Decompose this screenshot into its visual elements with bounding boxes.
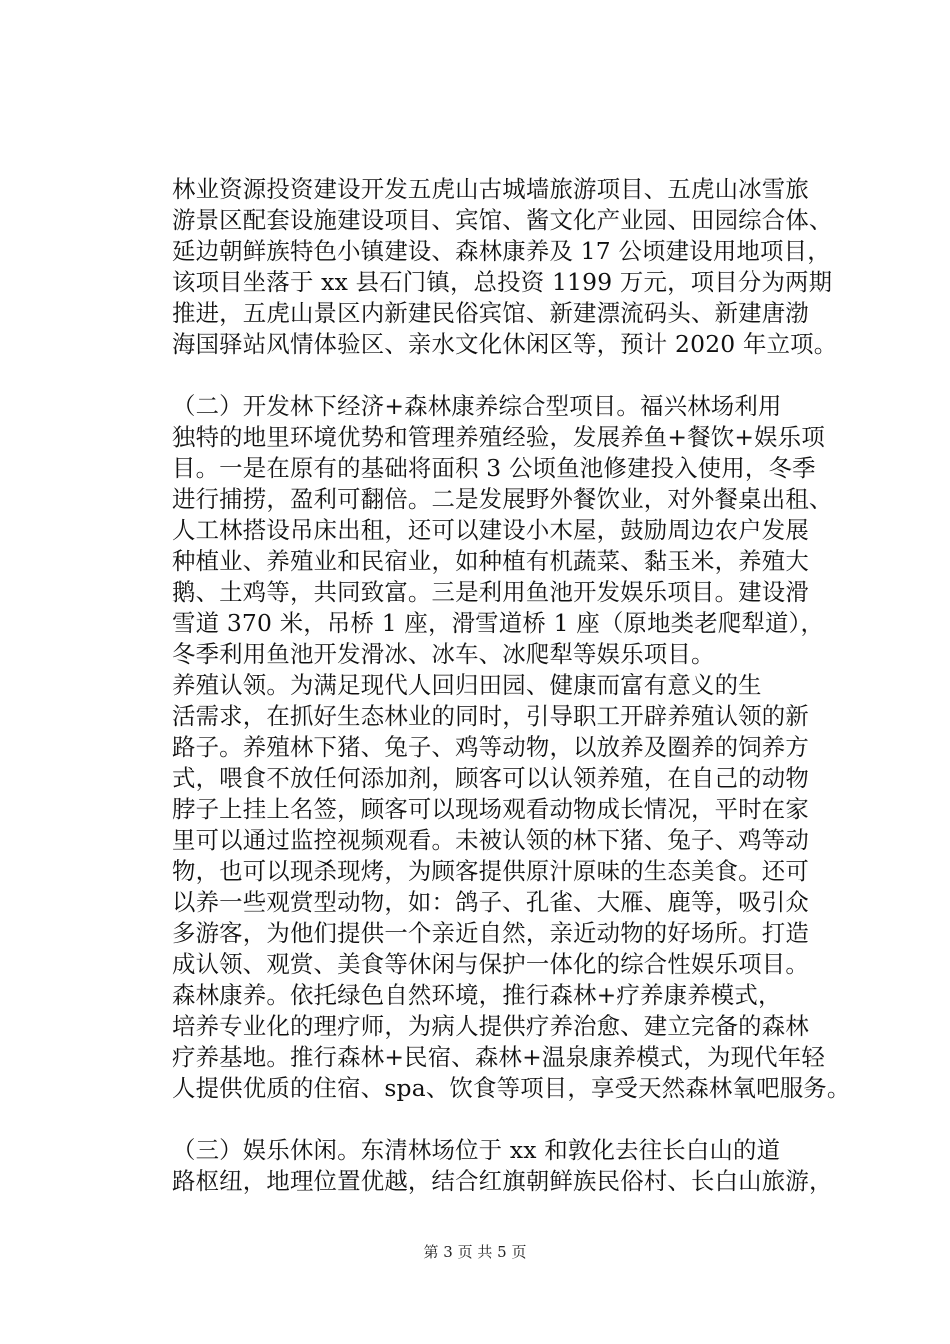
text-line: 活需求，在抓好生态林业的同时，引导职工开辟养殖认领的新: [172, 702, 809, 730]
text-line: 物，也可以现杀现烤，为顾客提供原汁原味的生态美食。还可: [172, 857, 809, 885]
text-line: 人工林搭设吊床出租，还可以建设小木屋，鼓励周边农户发展: [172, 516, 809, 544]
text-line: 培养专业化的理疗师，为病人提供疗养治愈、建立完备的森林: [172, 1012, 809, 1040]
paragraph-section-three: [172, 1135, 832, 1197]
text-line: （三）娱乐休闲。东清林场位于 xx 和敦化去往长白山的道: [172, 1136, 781, 1164]
text-line: 养殖认领。为满足现代人回归田园、健康而富有意义的生: [172, 671, 762, 699]
document-body: [172, 174, 851, 1197]
text-line: 脖子上挂上名签，顾客可以现场观看动物成长情况，平时在家: [172, 795, 809, 823]
text-line: 延边朝鲜族特色小镇建设、森林康养及 17 公顷建设用地项目，: [172, 237, 831, 265]
text-line: 森林康养。依托绿色自然环境，推行森林+疗养康养模式，: [172, 981, 782, 1009]
text-line: 成认领、观赏、美食等休闲与保护一体化的综合性娱乐项目。: [172, 950, 809, 978]
text-line: 目。一是在原有的基础将面积 3 公顷鱼池修建投入使用，冬季: [172, 454, 816, 482]
text-line: 游景区配套设施建设项目、宾馆、酱文化产业园、田园综合体、: [172, 206, 833, 234]
text-line: 该项目坐落于 xx 县石门镇，总投资 1199 万元，项目分为两期: [172, 268, 833, 296]
text-line: 雪道 370 米，吊桥 1 座，滑雪道桥 1 座（原地类老爬犁道），: [172, 609, 825, 637]
text-line: 独特的地里环境优势和管理养殖经验，发展养鱼+餐饮+娱乐项: [172, 423, 825, 451]
page-number-footer: 第 3 页 共 5 页: [423, 1243, 527, 1261]
text-line: 鹅、土鸡等，共同致富。三是利用鱼池开发娱乐项目。建设滑: [172, 578, 809, 606]
text-line: 推进，五虎山景区内新建民俗宾馆、新建漂流码头、新建唐渤: [172, 299, 809, 327]
text-line: 种植业、养殖业和民宿业，如种植有机蔬菜、黏玉米，养殖大: [172, 547, 809, 575]
text-line: 式，喂食不放任何添加剂，顾客可以认领养殖，在自己的动物: [172, 764, 809, 792]
text-line: 海国驿站风情体验区、亲水文化休闲区等，预计 2020 年立项。: [172, 330, 838, 358]
text-line: 路子。养殖林下猪、兔子、鸡等动物，以放养及圈养的饲养方: [172, 733, 809, 761]
paragraph-project-intro: [172, 174, 838, 360]
paragraph-gap: [172, 1104, 832, 1135]
text-line: 多游客，为他们提供一个亲近自然，亲近动物的好场所。打造: [172, 919, 809, 947]
text-line: 人提供优质的住宿、spa、饮食等项目，享受天然森林氧吧服务。: [172, 1074, 851, 1102]
text-line: 林业资源投资建设开发五虎山古城墙旅游项目、五虎山冰雪旅: [172, 175, 809, 203]
paragraph-section-two: [172, 391, 851, 1104]
text-line: 冬季利用鱼池开发滑冰、冰车、冰爬犁等娱乐项目。: [172, 640, 715, 668]
text-line: 疗养基地。推行森林+民宿、森林+温泉康养模式，为现代年轻: [172, 1043, 825, 1071]
text-line: 进行捕捞，盈利可翻倍。二是发展野外餐饮业，对外餐桌出租、: [172, 485, 833, 513]
paragraph-gap: [172, 360, 832, 391]
text-line: （二）开发林下经济+森林康养综合型项目。福兴林场利用: [172, 392, 782, 420]
text-line: 以养一些观赏型动物，如：鸽子、孔雀、大雁、鹿等，吸引众: [172, 888, 809, 916]
text-line: 里可以通过监控视频观看。未被认领的林下猪、兔子、鸡等动: [172, 826, 809, 854]
text-line: 路枢纽，地理位置优越，结合红旗朝鲜族民俗村、长白山旅游，: [172, 1167, 833, 1195]
